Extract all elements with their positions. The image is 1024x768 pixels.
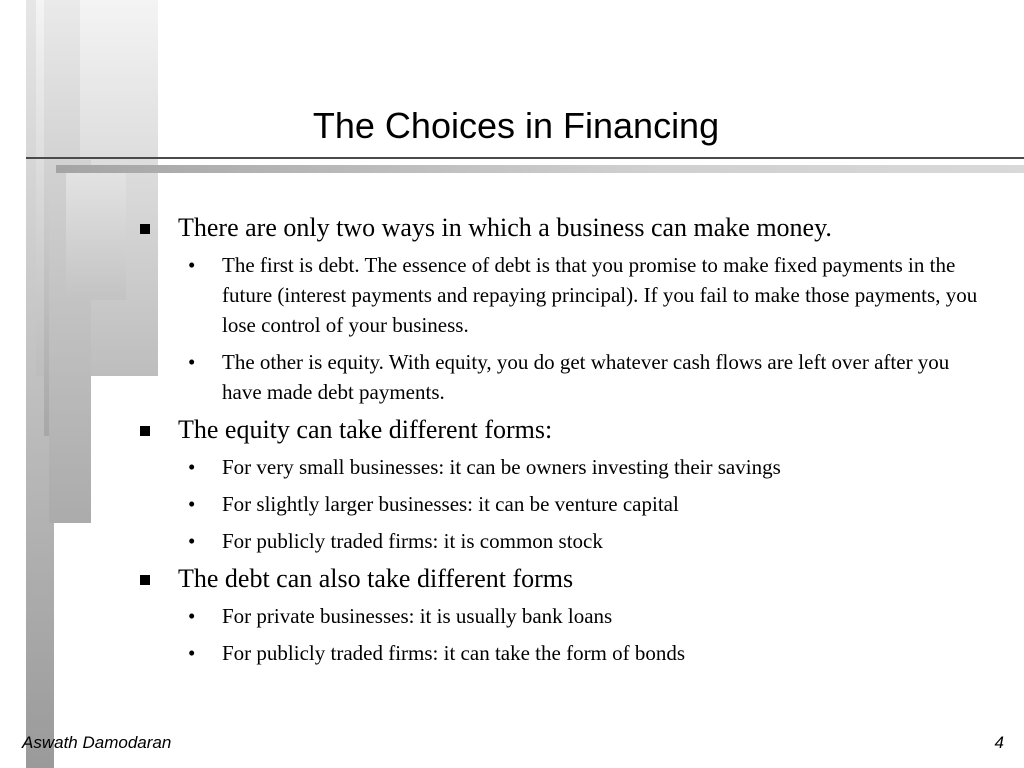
dot-bullet-icon: • (188, 253, 196, 277)
dot-bullet-icon: • (188, 492, 196, 516)
sub-bullet-item (138, 489, 978, 519)
sub-bullet-item (138, 601, 978, 631)
slide-body (138, 212, 978, 675)
title-underline-bar (56, 165, 1024, 173)
sub-bullet-item (138, 452, 978, 482)
square-bullet-icon (140, 575, 150, 585)
sub-bullet-item (138, 250, 978, 340)
footer-author: Aswath Damodaran (22, 733, 172, 752)
slide-title: The Choices in Financing (312, 105, 720, 146)
title-rule (26, 157, 1024, 159)
square-bullet-icon (140, 426, 150, 436)
sub-bullet-item (138, 347, 978, 407)
sub-bullet-item (138, 526, 978, 556)
sub-bullet-text: For publicly traded firms: it is common stock (222, 529, 603, 553)
bullet-item (138, 414, 978, 446)
dot-bullet-icon: • (188, 455, 196, 479)
dot-bullet-icon: • (188, 529, 196, 553)
sub-bullet-text: For publicly traded firms: it can take the form of bonds (222, 641, 686, 665)
bullet-text: The equity can take different forms: (178, 415, 553, 444)
bullet-item (138, 212, 978, 244)
dot-bullet-icon: • (188, 604, 196, 628)
bullet-item (138, 563, 978, 595)
bullet-text: The debt can also take different forms (178, 564, 574, 593)
sub-bullet-text: The other is equity. With equity, you do get whatever cash flows are left over after you have made debt payments. (222, 350, 950, 404)
dot-bullet-icon: • (188, 350, 196, 374)
sub-bullet-text: For private businesses: it is usually bank loans (222, 604, 613, 628)
sub-bullet-item (138, 638, 978, 668)
square-bullet-icon (140, 224, 150, 234)
dot-bullet-icon: • (188, 641, 196, 665)
sub-bullet-text: For slightly larger businesses: it can be venture capital (222, 492, 679, 516)
sub-bullet-text: The first is debt. The essence of debt is that you promise to make fixed payments in the future (interest payments and repaying principal). If you fail to make those payments, you lose control of your business. (222, 253, 978, 337)
bullet-text: There are only two ways in which a business can make money. (178, 213, 832, 242)
page-number: 4 (994, 733, 1004, 752)
decorative-bar (66, 172, 126, 300)
sub-bullet-text: For very small businesses: it can be owners investing their savings (222, 455, 781, 479)
